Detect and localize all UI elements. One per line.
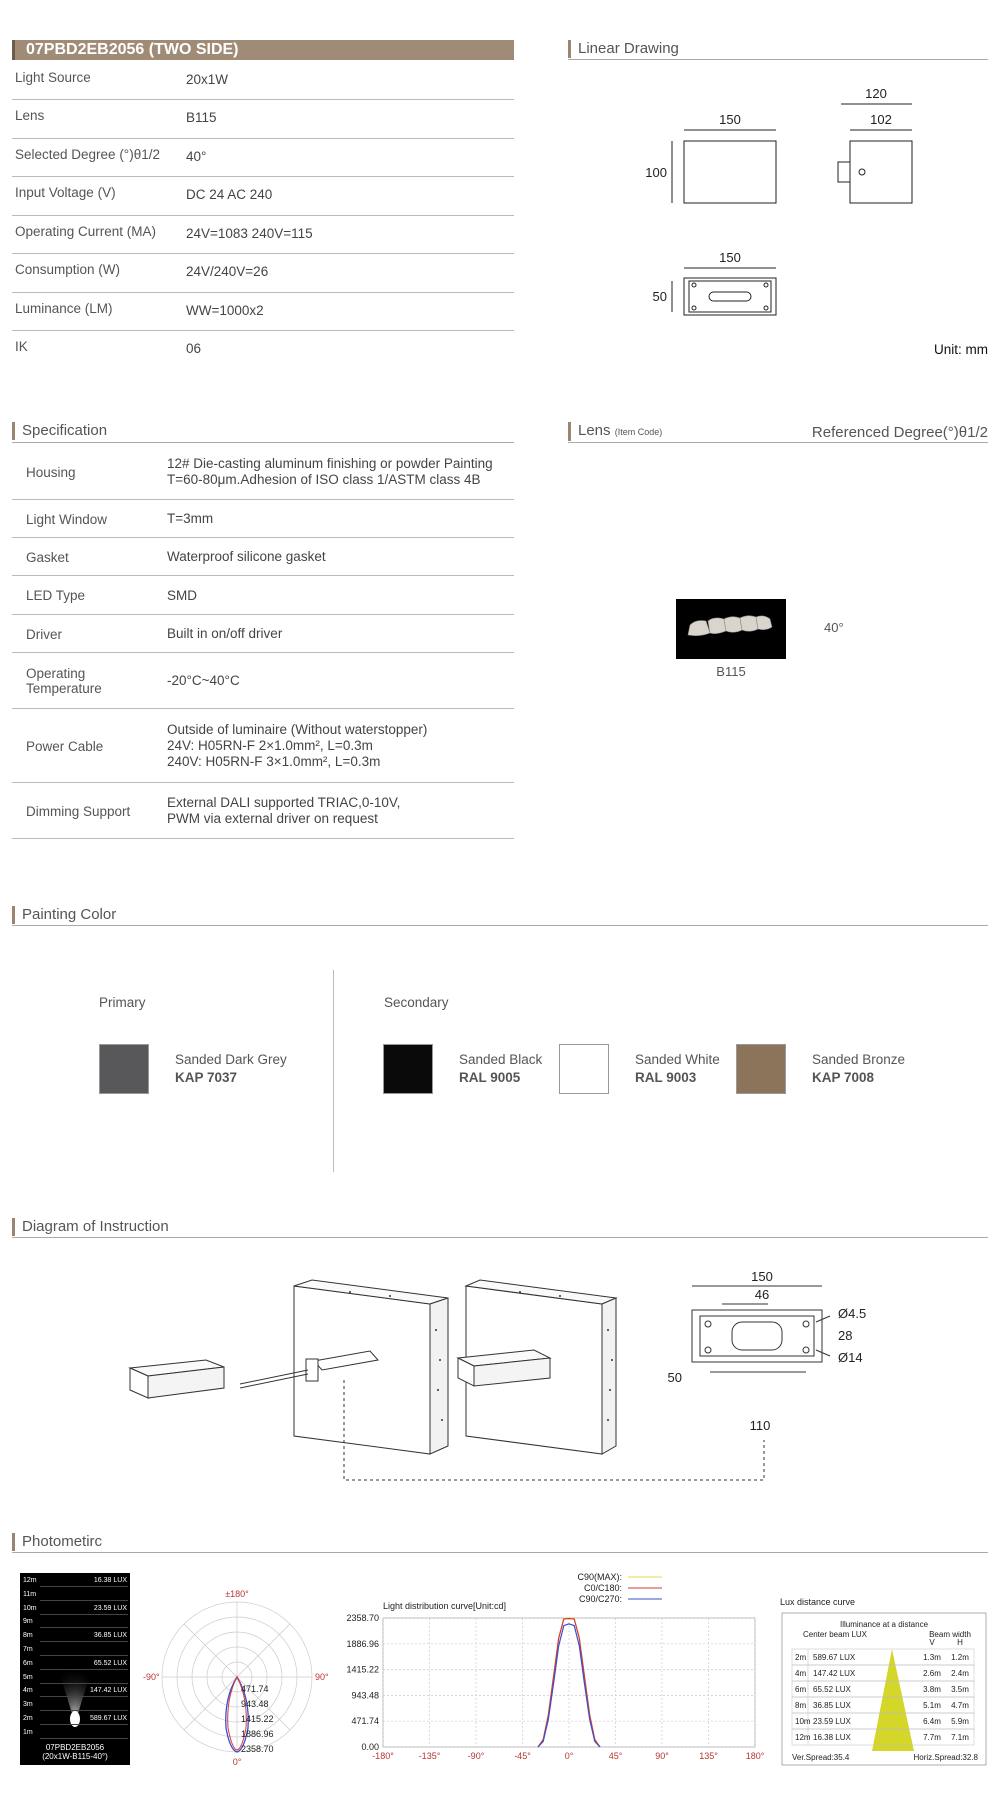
product-row-value: 40° <box>186 149 207 164</box>
lens-image <box>676 599 786 659</box>
product-row-value: DC 24 AC 240 <box>186 187 273 202</box>
beam-lux-label: 147.42 LUX <box>90 1687 127 1695</box>
inst-dim-pitch: 28 <box>838 1328 853 1343</box>
product-row-value: 06 <box>186 341 202 356</box>
spec-row-label: Driver <box>26 627 62 642</box>
spec-row-label: Dimming Support <box>26 804 131 819</box>
beam-distance-label: 12m <box>23 1577 37 1584</box>
instruction-rule <box>12 1237 988 1238</box>
spec-row <box>12 653 514 709</box>
color-swatch <box>736 1044 786 1094</box>
product-row-label: Luminance (LM) <box>15 301 113 316</box>
lens-degree: 40° <box>824 620 844 635</box>
lux-col-v: V <box>929 1638 935 1647</box>
beam-distance-label: 3m <box>23 1701 33 1709</box>
legend-label: C90/C270: <box>578 1594 622 1604</box>
lens-title-main: Lens <box>578 422 611 439</box>
beam-distance-label: 7m <box>23 1646 33 1653</box>
painting-rule <box>12 925 988 926</box>
product-row <box>12 254 514 293</box>
product-row-value: 20x1W <box>186 72 229 87</box>
legend-label: C90(MAX): <box>577 1572 622 1582</box>
beam-grid-line <box>40 1655 128 1656</box>
linear-drawing-title: Linear Drawing <box>568 40 679 58</box>
dim-side-body: 102 <box>870 112 892 127</box>
beam-distance-label: 8m <box>23 1632 33 1640</box>
spec-row-label: LED Type <box>26 588 86 603</box>
y-tick-label: 1886.96 <box>346 1638 379 1649</box>
lux-h-width: 7.1m <box>951 1733 969 1742</box>
product-row-value: B115 <box>186 110 217 125</box>
spec-row <box>12 444 514 500</box>
ver-spread: Ver.Spread:35.4 <box>792 1753 850 1762</box>
product-row-label: Light Source <box>15 70 91 85</box>
beam-image <box>20 1573 130 1765</box>
beam-grid-line <box>40 1586 128 1587</box>
spec-row-value: -20°C~40°C <box>167 673 240 688</box>
polar-chart <box>140 1588 330 1768</box>
beam-caption <box>20 1743 130 1761</box>
lux-distance: 4m <box>795 1669 807 1678</box>
color-swatch <box>559 1044 609 1094</box>
inst-dim-hole1: Ø4.5 <box>838 1306 867 1321</box>
painting-title: Painting Color <box>12 906 116 924</box>
beam-grid-line <box>40 1696 128 1697</box>
beam-distance-label: 2m <box>23 1715 33 1722</box>
color-name: Sanded Black <box>459 1052 543 1067</box>
color-code: RAL 9005 <box>459 1070 521 1085</box>
painting-divider <box>333 970 334 1172</box>
beam-caption-spec: (20x1W-B115-40°) <box>42 1752 108 1761</box>
beam-distance-label: 9m <box>23 1618 33 1626</box>
lux-h-width: 1.2m <box>951 1653 969 1662</box>
lux-v-width: 1.3m <box>923 1653 941 1662</box>
spec-row <box>12 615 514 653</box>
beam-grid-line <box>40 1600 128 1601</box>
x-tick-label: -180° <box>372 1751 394 1761</box>
spec-row-label: Housing <box>26 465 76 480</box>
light-distribution-chart <box>340 1570 765 1770</box>
beam-lux-label: 23.59 LUX <box>93 1604 127 1612</box>
lux-v-width: 6.4m <box>923 1717 941 1726</box>
x-tick-label: -135° <box>418 1751 441 1761</box>
lux-value: 23.59 LUX <box>813 1717 851 1726</box>
y-tick-label: 471.74 <box>351 1716 379 1727</box>
spec-row <box>12 783 514 839</box>
product-row-value: 24V=1083 240V=115 <box>186 226 313 241</box>
spec-row-label: Power Cable <box>26 739 104 754</box>
photometric-title: Photometirc <box>12 1533 102 1551</box>
beam-grid-line <box>40 1710 128 1711</box>
polar-value-label: 1415.22 <box>241 1714 274 1724</box>
referenced-degree-label: Referenced Degree(°)θ1/2 <box>811 424 988 441</box>
beam-distance-label: 1m <box>23 1728 33 1736</box>
product-row-label: Selected Degree (°)θ1/2 <box>15 147 160 162</box>
lux-col-width: Beam width <box>929 1630 971 1639</box>
color-swatch <box>383 1044 433 1094</box>
beam-grid-line <box>40 1641 128 1642</box>
polar-right: 90° <box>315 1672 329 1682</box>
beam-distance-label: 10m <box>23 1604 37 1612</box>
beam-grid-line <box>40 1614 128 1615</box>
inst-dim-height: 50 <box>667 1370 682 1385</box>
y-tick-label: 1415.22 <box>346 1664 379 1675</box>
lens-title-small: (Item Code) <box>614 427 663 437</box>
lux-distance: 8m <box>795 1701 807 1710</box>
linear-drawing-rule <box>568 59 988 60</box>
beam-grid-line <box>40 1724 128 1725</box>
x-tick-label: -90° <box>467 1751 485 1761</box>
product-row <box>12 139 514 177</box>
color-code: KAP 7008 <box>812 1070 875 1085</box>
polar-value-label: 1886.96 <box>241 1729 274 1739</box>
lux-value: 147.42 LUX <box>813 1669 856 1678</box>
product-row <box>12 331 514 369</box>
spec-row-value: External DALI supported TRIAC,0-10V, PWM via external driver on request <box>167 795 401 826</box>
specification-title: Specification <box>12 422 107 440</box>
lux-header: Illuminance at a distance <box>839 1620 929 1629</box>
spec-row <box>12 709 514 783</box>
polar-left: -90° <box>143 1672 160 1682</box>
y-tick-label: 2358.70 <box>346 1613 379 1623</box>
spec-row-value: T=3mm <box>167 511 214 526</box>
lux-v-width: 2.6m <box>923 1669 941 1678</box>
product-row <box>12 216 514 254</box>
beam-distance-label: 5m <box>23 1673 33 1681</box>
inst-dim-width: 150 <box>751 1269 773 1284</box>
color-code: RAL 9003 <box>635 1070 697 1085</box>
y-tick-label: 943.48 <box>351 1690 379 1701</box>
beam-lux-label: 589.67 LUX <box>90 1715 127 1722</box>
lux-value: 36.85 LUX <box>813 1701 851 1710</box>
primary-label: Primary <box>99 995 146 1010</box>
color-swatch <box>99 1044 149 1094</box>
product-row <box>12 100 514 139</box>
lens-title <box>568 422 662 441</box>
spec-row-value: SMD <box>167 588 197 603</box>
lux-h-width: 4.7m <box>951 1701 969 1710</box>
product-row <box>12 62 514 100</box>
product-row <box>12 293 514 331</box>
beam-grid-line <box>40 1683 128 1684</box>
lux-v-width: 7.7m <box>923 1733 941 1742</box>
legend-label: C0/C180: <box>583 1583 622 1593</box>
polar-bottom: 0° <box>232 1757 242 1767</box>
instruction-title: Diagram of Instruction <box>12 1218 169 1236</box>
lux-distance-table <box>780 1611 990 1767</box>
dim-front-height: 100 <box>645 165 667 180</box>
lens-rule <box>568 442 988 443</box>
lux-h-width: 5.9m <box>951 1717 969 1726</box>
spec-row-label: Gasket <box>26 550 69 565</box>
beam-grid-line <box>40 1738 128 1739</box>
spec-row-value: Outside of luminaire (Without waterstopper) 24V: H05RN-F 2×1.0mm², L=0.3m 240V: H05RN-F 3×1.0mm², L=0.3m <box>167 722 428 769</box>
lux-col-center: Center beam LUX <box>802 1630 868 1639</box>
polar-value-label: 943.48 <box>241 1699 269 1709</box>
dim-side-total: 120 <box>865 86 887 101</box>
beam-grid-line <box>40 1627 128 1628</box>
lux-distance: 2m <box>795 1653 807 1662</box>
spec-row-label: Light Window <box>26 512 108 527</box>
unit-label: Unit: mm <box>934 342 988 357</box>
x-tick-label: -45° <box>514 1751 531 1761</box>
spec-row <box>12 500 514 538</box>
specification-rule <box>12 442 514 443</box>
spec-row-value: Built in on/off driver <box>167 626 283 641</box>
spec-row-label: Operating Temperature <box>26 666 102 696</box>
lux-distance: 10m <box>795 1717 811 1726</box>
inst-dim-base: 110 <box>749 1418 771 1433</box>
polar-value-label: 471.74 <box>241 1684 269 1694</box>
x-tick-label: 90° <box>655 1751 669 1761</box>
lux-value: 589.67 LUX <box>813 1653 856 1662</box>
x-tick-label: 135° <box>699 1751 718 1761</box>
spec-row <box>12 538 514 576</box>
product-row-label: Consumption (W) <box>15 262 121 277</box>
color-name: Sanded Bronze <box>812 1052 906 1067</box>
product-code-bar: 07PBD2EB2056 (TWO SIDE) <box>12 40 514 60</box>
dim-bottom-height: 50 <box>652 289 667 304</box>
beam-distance-label: 6m <box>23 1659 33 1667</box>
product-row-value: 24V/240V=26 <box>186 264 269 279</box>
beam-caption-code: 07PBD2EB2056 <box>45 1743 105 1752</box>
photometric-rule <box>12 1552 988 1553</box>
lens-item-code: B115 <box>716 664 746 679</box>
lux-distance: 12m <box>795 1733 811 1742</box>
spec-row-value: Waterproof silicone gasket <box>167 549 326 564</box>
x-tick-label: 45° <box>608 1751 623 1761</box>
secondary-label: Secondary <box>384 995 449 1010</box>
spec-row <box>12 576 514 615</box>
inst-dim-hole2: Ø14 <box>838 1350 863 1365</box>
inst-dim-slot: 46 <box>754 1287 770 1302</box>
dim-front-width: 150 <box>719 112 741 127</box>
x-tick-label: 180° <box>745 1751 765 1761</box>
lux-distance: 6m <box>795 1685 807 1694</box>
lux-value: 16.38 LUX <box>813 1733 851 1742</box>
dim-bottom-width: 150 <box>719 250 741 265</box>
lux-distance-title: Lux distance curve <box>780 1597 856 1607</box>
spec-row-value: 12# Die-casting aluminum finishing or powder Painting T=60-80μm.Adhesion of ISO class 1/ASTM class 4B <box>167 456 493 487</box>
polar-value-label: 2358.70 <box>241 1744 274 1754</box>
lux-h-width: 3.5m <box>951 1685 969 1694</box>
color-name: Sanded White <box>635 1052 720 1067</box>
beam-lux-label: 36.85 LUX <box>93 1632 127 1640</box>
product-row-label: Operating Current (MA) <box>15 224 157 239</box>
y-tick-label: 0.00 <box>361 1742 379 1752</box>
chart-title: Light distribution curve[Unit:cd] <box>383 1601 507 1611</box>
product-row-value: WW=1000x2 <box>186 303 264 318</box>
lux-v-width: 5.1m <box>923 1701 941 1710</box>
lux-value: 65.52 LUX <box>813 1685 851 1694</box>
product-row-label: IK <box>15 339 28 354</box>
linear-drawing <box>560 80 990 320</box>
beam-distance-label: 11m <box>23 1590 37 1598</box>
color-code: KAP 7037 <box>175 1070 238 1085</box>
color-name: Sanded Dark Grey <box>175 1052 287 1067</box>
beam-lux-label: 16.38 LUX <box>93 1577 127 1584</box>
x-tick-label: 0° <box>564 1751 574 1761</box>
polar-top: ±180° <box>225 1589 249 1599</box>
instruction-diagram <box>100 1270 900 1500</box>
beam-lux-label: 65.52 LUX <box>93 1659 127 1667</box>
lux-v-width: 3.8m <box>923 1685 941 1694</box>
beam-grid-line <box>40 1669 128 1670</box>
lux-col-h: H <box>957 1638 963 1647</box>
product-row-label: Input Voltage (V) <box>15 185 116 200</box>
product-row <box>12 177 514 216</box>
hor-spread: Horiz.Spread:32.8 <box>913 1753 978 1762</box>
beam-distance-label: 4m <box>23 1687 33 1695</box>
lux-h-width: 2.4m <box>951 1669 969 1678</box>
product-row-label: Lens <box>15 108 45 123</box>
